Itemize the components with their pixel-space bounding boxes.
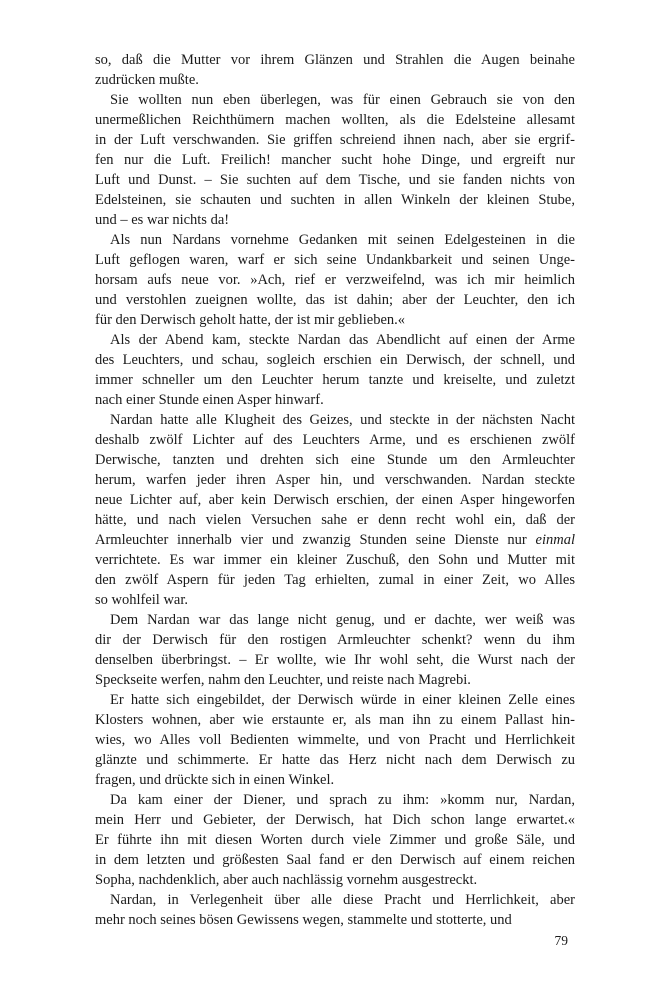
text-line: so wohlfeil war. (95, 592, 189, 608)
text-line: Nardan, in Verlegenheit über alle diese Pracht und Herrlichkeit, aber (110, 892, 575, 908)
text-line: unermeßlichen Reichthümern machen wollten, als die Edelsteine allesamt (95, 112, 575, 128)
text-line: Klosters wohnen, aber wie erstaunte er, als man ihn zu einem Pallast hin- (95, 712, 575, 728)
text-line: immer schneller um den Leuchter herum tanzte und kreiselte, und zuletzt (95, 372, 575, 388)
text-line: Derwische, tanzten und drehten sich eine Stunde um den Armleuchter (95, 452, 575, 468)
text-line: Edelsteinen, sie schauten und suchten in allen Winkeln der kleinen Stube, (95, 192, 575, 208)
text-line: mehr noch seines bösen Gewissens wegen, stammelte und stotterte, und (95, 912, 512, 928)
text-line: Armleuchter innerhalb vier und zwanzig Stunden seine Dienste nur einmal (95, 532, 575, 548)
text-line: Als der Abend kam, steckte Nardan das Abendlicht auf einen der Arme (110, 332, 575, 348)
text-line: verrichtete. Es war immer ein kleiner Zuschuß, den Sohn und Mutter mit (95, 552, 575, 568)
text-line: Da kam einer der Diener, und sprach zu ihm: »komm nur, Nardan, (110, 792, 575, 808)
text-line: in dem letzten und größesten Saal fand er den Derwisch auf einem reichen (95, 852, 575, 868)
text-line: nach einer Stunde einen Asper hinwarf. (95, 392, 324, 408)
text-line: mein Herr und Gebieter, der Derwisch, hat Dich schon lange erwartet.« (95, 812, 575, 828)
text-line: horsam aufs neue vor. »Ach, rief er verzweifelnd, was ich mir heimlich (95, 272, 575, 288)
text-line: zudrücken mußte. (95, 72, 199, 88)
page-text-block (95, 50, 575, 930)
text-line: herum, warfen jeder ihren Asper hin, und verschwanden. Nardan steckte (95, 472, 575, 488)
text-line: so, daß die Mutter vor ihrem Glänzen und Strahlen die Augen beinahe (95, 52, 575, 68)
text-line: deshalb zwölf Lichter auf des Leuchters Arme, und es erschienen zwölf (95, 432, 575, 448)
text-line: glänzte und schimmerte. Er hatte das Herz nicht nach dem Derwisch zu (95, 752, 575, 768)
text-line: Er führte ihn mit diesen Worten durch viele Zimmer und große Säle, und (95, 832, 575, 848)
text-line: den zwölf Aspern für jeden Tag erhielten, zumal in einer Zeit, wo Alles (95, 572, 575, 588)
text-line: für den Derwisch geholt hatte, der ist mir geblieben.« (95, 312, 406, 328)
text-line: in der Luft verschwanden. Sie griffen schreiend ihnen nach, aber sie ergrif- (95, 132, 575, 148)
text-line: wies, wo Alles voll Bedienten wimmelte, und von Pracht und Herrlichkeit (95, 732, 575, 748)
text-line: Sie wollten nun eben überlegen, was für einen Gebrauch sie von den (110, 92, 575, 108)
text-line: hätte, und nach vielen Versuchen sahe er denn recht wohl ein, daß der (95, 512, 575, 528)
text-line: Dem Nardan war das lange nicht genug, und er dachte, wer weiß was (110, 612, 575, 628)
text-line: Er hatte sich eingebildet, der Derwisch würde in einer kleinen Zelle eines (110, 692, 575, 708)
text-line: Als nun Nardans vornehme Gedanken mit seinen Edelgesteinen in die (110, 232, 575, 248)
text-line: fragen, und drückte sich in einen Winkel. (95, 772, 335, 788)
text-line: Luft und Dunst. – Sie suchten auf dem Tische, und sie fanden nichts von (95, 172, 575, 188)
text-line: Speckseite werfen, nahm den Leuchter, und reiste nach Magrebi. (95, 672, 471, 688)
page-number: 79 (554, 933, 568, 948)
text-line: neue Lichter auf, aber kein Derwisch erschien, der einen Asper hingeworfen (95, 492, 575, 508)
text-line: des Leuchters, und schau, sogleich erschien ein Derwisch, der schnell, und (95, 352, 575, 368)
text-line: Luft geflogen waren, warf er sich seine Undankbarkeit und seinen Unge- (95, 252, 575, 268)
text-line: Nardan hatte alle Klugheit des Geizes, und steckte in der nächsten Nacht (110, 412, 575, 428)
text-line: und – es war nichts da! (95, 212, 230, 228)
text-line: denselben überbringst. – Er wollte, wie Ihr wohl seht, die Wurst nach der (95, 652, 575, 668)
text-line: dir der Derwisch für den rostigen Armleuchter schenkt? wenn du ihm (95, 632, 575, 648)
text-line: Sopha, nachdenklich, aber auch nachlässig vornehm ausgestreckt. (95, 872, 478, 888)
text-line: fen nur die Luft. Freilich! mancher sucht hohe Dinge, und ergreift nur (95, 152, 575, 168)
text-line: und verstohlen zueignen wollte, das ist dahin; aber der Leuchter, den ich (95, 292, 575, 308)
